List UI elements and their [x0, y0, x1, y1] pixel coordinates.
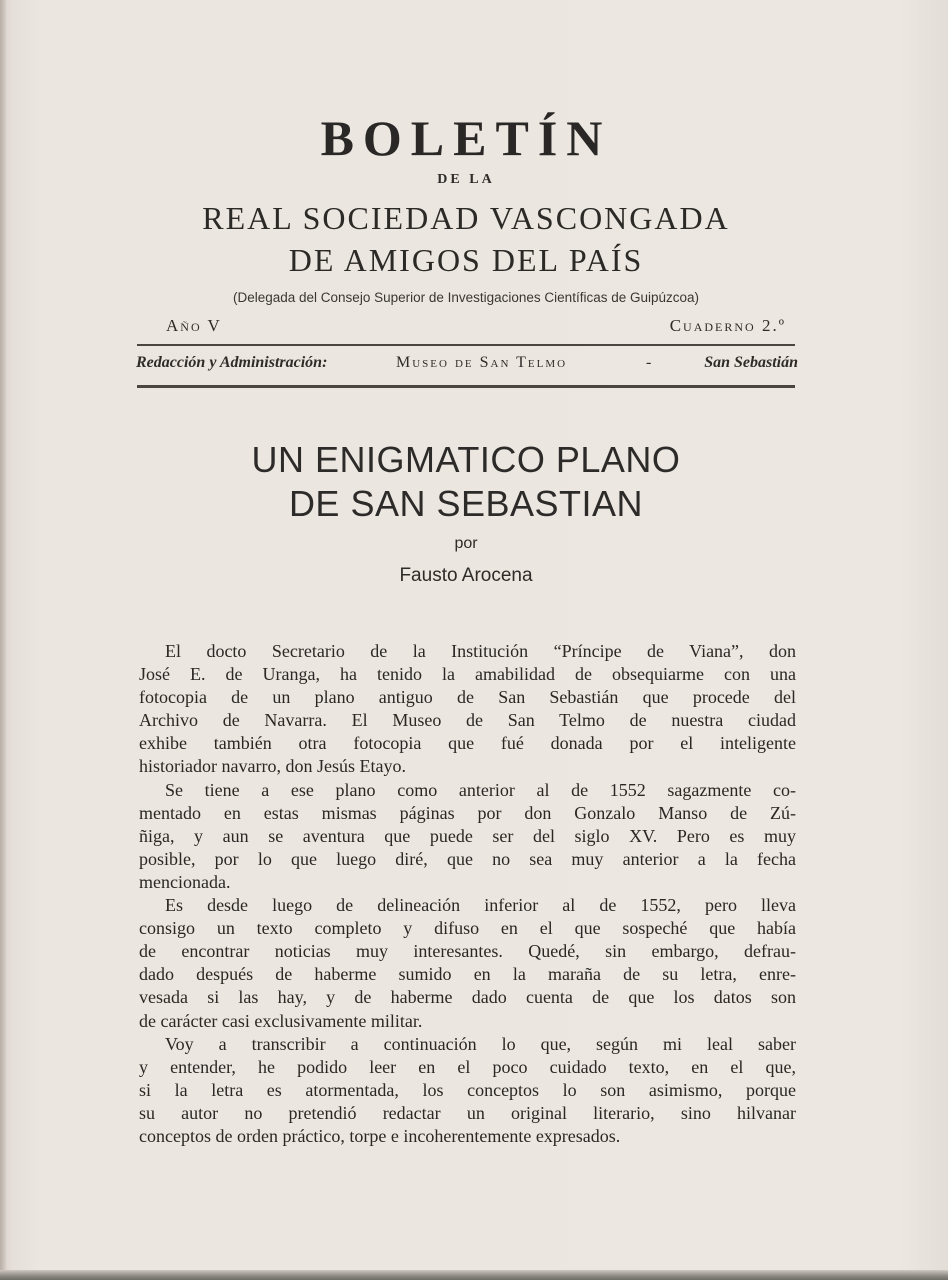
issue-info-row: [166, 316, 786, 338]
text-line: El docto Secretario de la Institución “Príncipe de Viana”, don: [165, 641, 796, 661]
paragraph: [139, 640, 796, 779]
binding-edge: [0, 0, 6, 1280]
text-line: de encontrar noticias muy interesantes. Quedé, sin embargo, defrau-: [139, 941, 796, 962]
text-line: ñiga, y aun se aventura que puede ser del siglo XV. Pero es muy: [139, 825, 796, 846]
text-line: Archivo de Navarra. El Museo de San Telmo de nuestra ciudad: [139, 710, 796, 731]
text-line: si la letra es atormentada, los conceptos lo son asimismo, porque: [139, 1079, 796, 1100]
header-rule-top: [137, 344, 795, 346]
text-line: y entender, he podido leer en el poco cuidado texto, en el que,: [139, 1056, 796, 1077]
society-name-line-2: DE AMIGOS DEL PAÍS: [288, 242, 644, 278]
text-line: Se tiene a ese plano como anterior al de 1552 sagazmente co-: [165, 779, 796, 800]
text-line: vesada si las hay, y de haberme dado cuenta de que los datos son: [139, 987, 796, 1008]
paragraph: [139, 779, 796, 894]
text-line: exhibe también otra fotocopia que fué donada por el inteligente: [139, 733, 796, 754]
journal-title: BOLETÍN: [320, 110, 612, 166]
administration-row: [136, 354, 798, 378]
text-line: su autor no pretendió redactar un original literario, sino hilvanar: [139, 1102, 796, 1123]
text-line: Es desde luego de delineación inferior al de 1552, pero lleva: [165, 895, 796, 916]
article-title-line-1: UN ENIGMATICO PLANO: [251, 439, 681, 480]
publication-year: Año V: [166, 316, 222, 335]
museum-name: Museo de San Telmo: [396, 354, 568, 371]
paragraph: [139, 1033, 796, 1148]
article-body: [139, 640, 796, 1148]
page-bottom-edge: [0, 1270, 948, 1280]
text-line: mentado en estas mismas páginas por don Gonzalo Manso de Zú-: [139, 802, 796, 823]
issue-number: Cuaderno 2.º: [669, 316, 786, 335]
text-line: posible, por lo que luego diré, que no sea muy anterior a la fecha: [139, 848, 796, 869]
text-line: de carácter casi exclusivamente militar.: [139, 1010, 423, 1031]
article-title-line-2: DE SAN SEBASTIAN: [288, 483, 644, 524]
city-name: San Sebastián: [704, 354, 798, 371]
text-line: consigo un texto completo y difuso en el que sospeché que había: [139, 918, 796, 939]
text-line: historiador navarro, don Jesús Etayo.: [139, 756, 406, 777]
article-author: Fausto Arocena: [399, 565, 533, 586]
delegation-note: (Delegada del Consejo Superior de Investigaciones Científicas de Guipúzcoa): [232, 290, 700, 305]
text-line: mencionada.: [139, 871, 231, 892]
administration-label: Redacción y Administración:: [136, 354, 328, 371]
society-name-line-1: REAL SOCIEDAD VASCONGADA: [202, 200, 730, 236]
journal-subtitle-connector: DE LA: [437, 172, 495, 187]
text-line: fotocopia de un plano antiguo de San Sebastián que procede del: [139, 687, 796, 708]
text-line: Voy a transcribir a continuación lo que, según mi leal saber: [165, 1033, 796, 1054]
text-line: dado después de haberme sumido en la maraña de su letra, enre-: [139, 964, 796, 985]
byline-por: por: [454, 535, 478, 552]
separator-dash: -: [646, 354, 652, 371]
text-line: José E. de Uranga, ha tenido la amabilidad de obsequiarme con una: [139, 664, 796, 685]
header-rule-bottom: [137, 385, 795, 388]
text-line: conceptos de orden práctico, torpe e incoherentemente expresados.: [139, 1125, 621, 1146]
paragraph: [139, 894, 796, 1033]
